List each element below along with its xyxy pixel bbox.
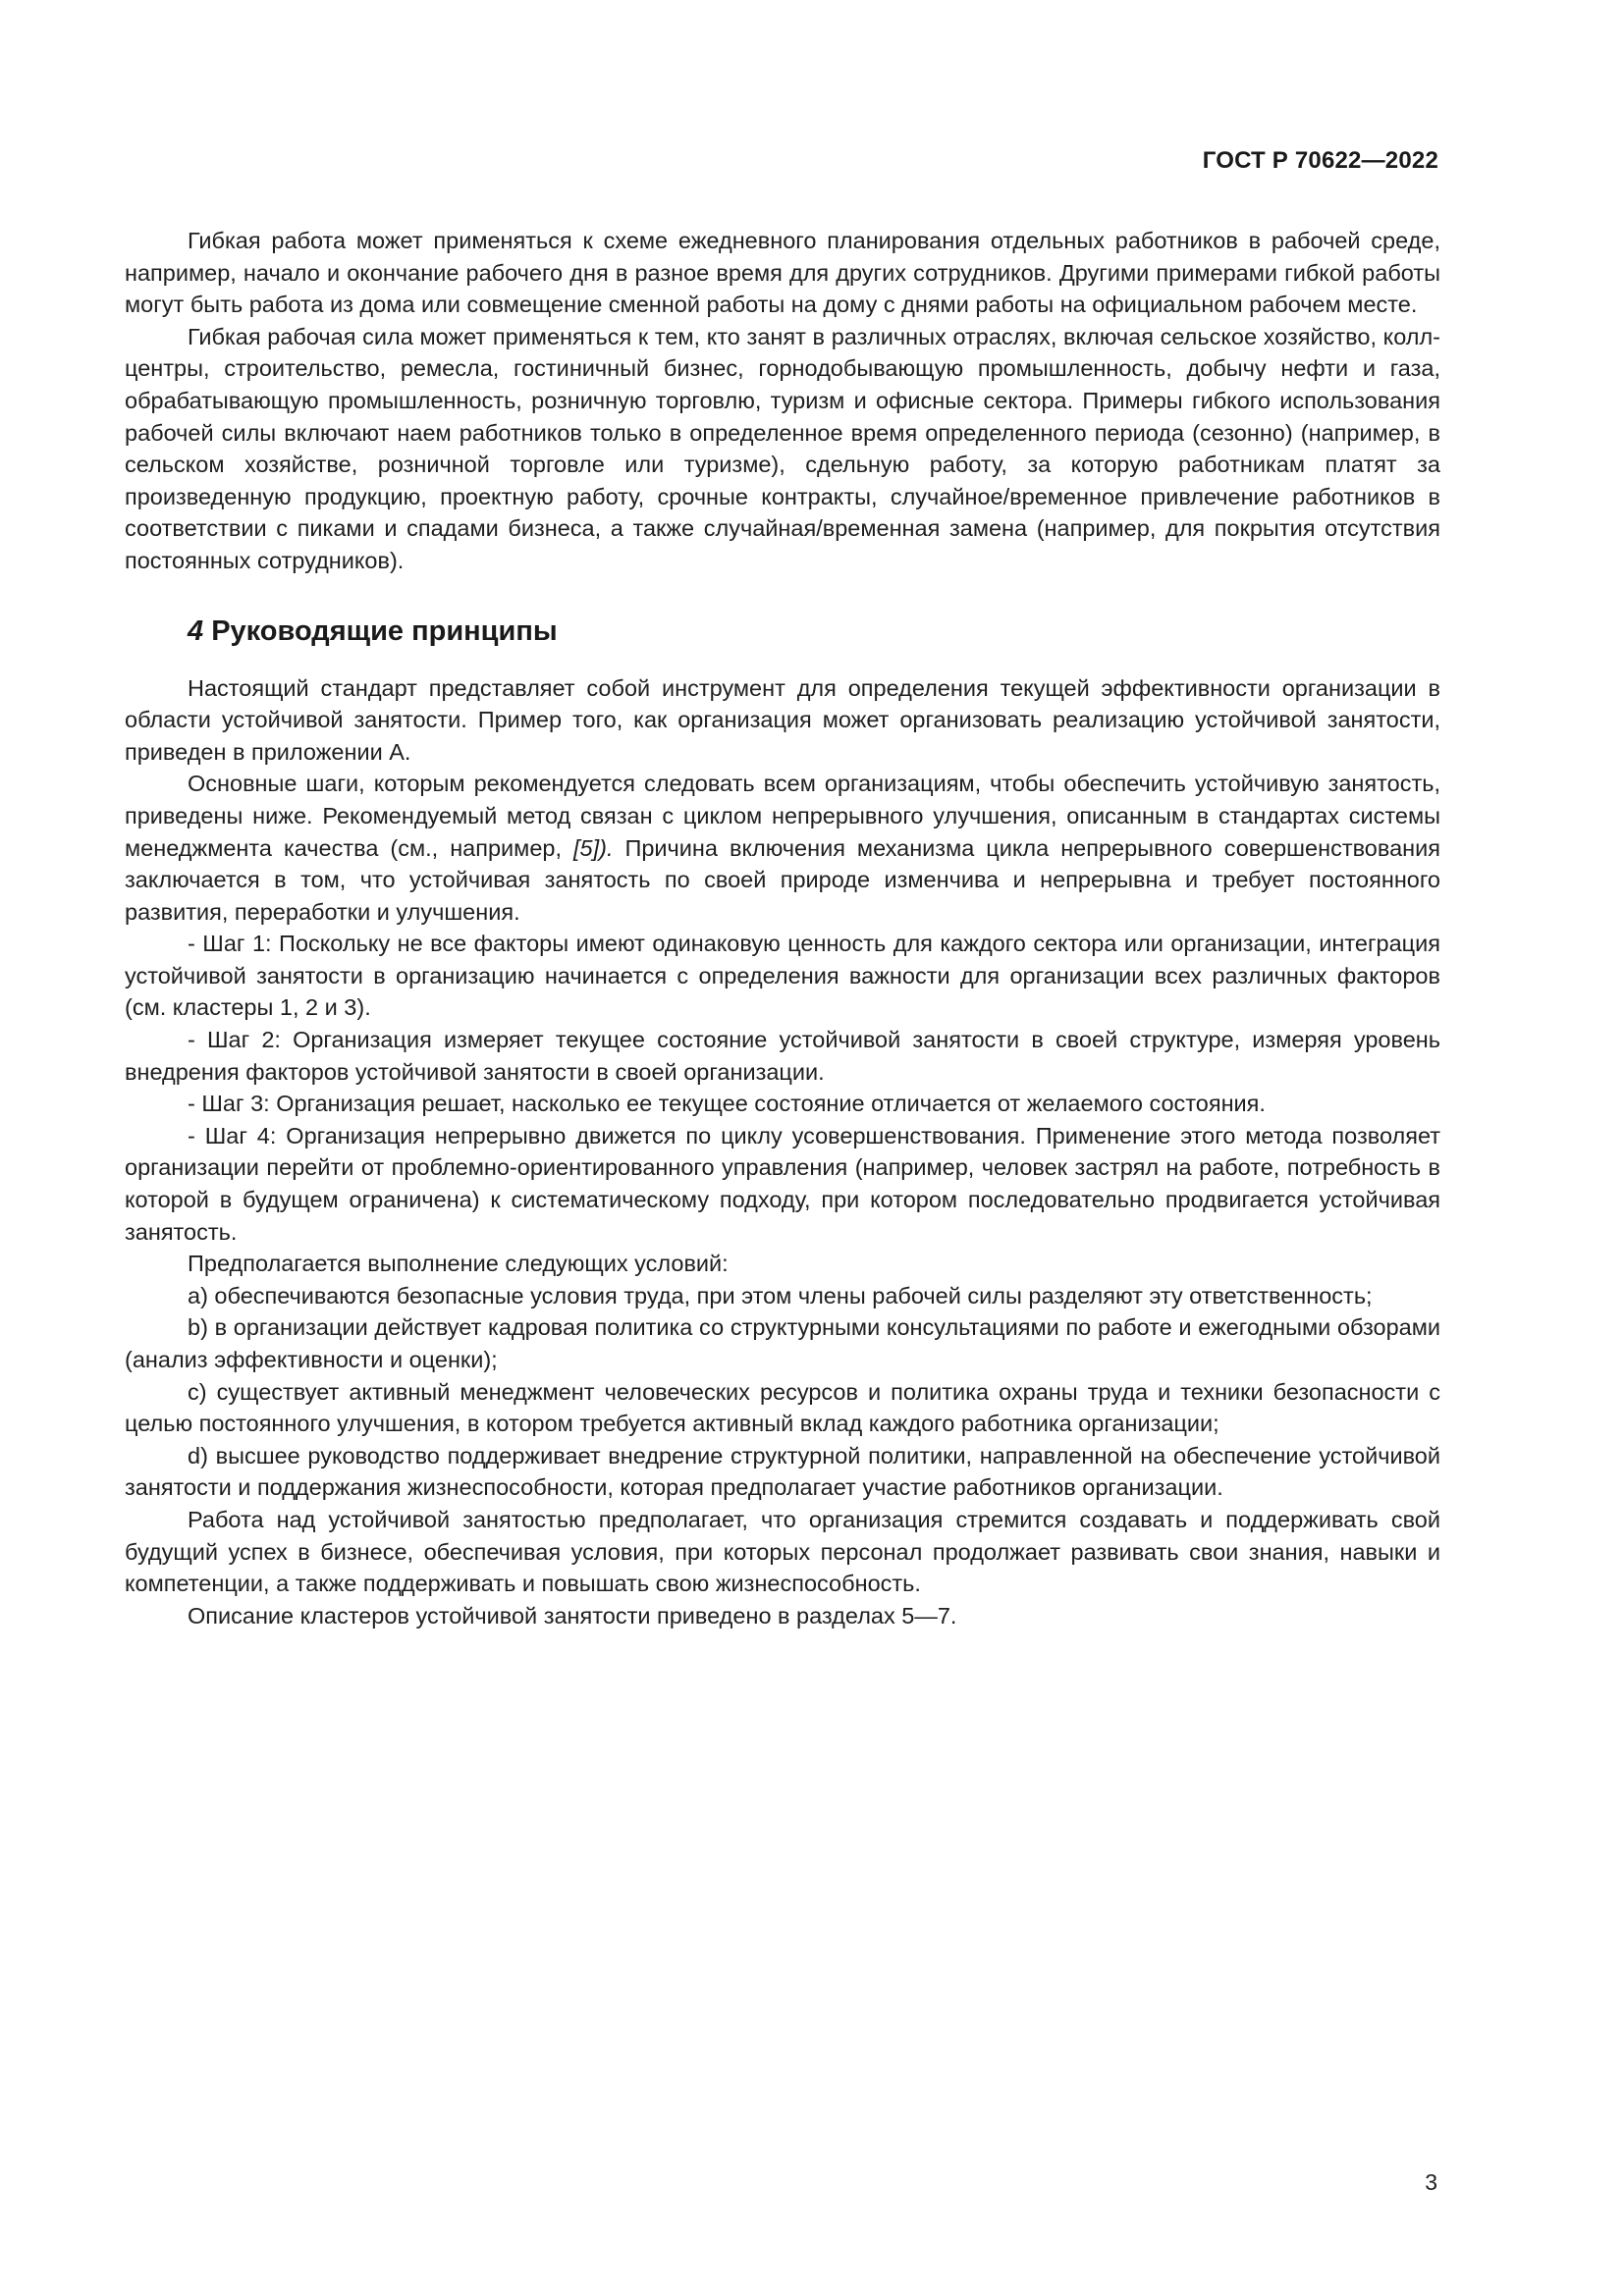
list-item-condition-c: c) существует активный менеджмент человеческих ресурсов и политика охраны труда и техники безопасности с целью постоянного улучшения, в котором требуется активный вклад каждого работника организации; bbox=[125, 1378, 1440, 1437]
paragraph-flexible-work: Гибкая работа может применяться к схеме ежедневного планирования отдельных работников в рабочей среде, например, начало и окончание рабочего дня в разное время для других сотрудников. Другими примерами гибкой работы могут быть работа из дома или совмещение сменной работы на дому с днями работы на официальном рабочем месте. bbox=[125, 228, 1440, 318]
list-item-step-3: - Шаг 3: Организация решает, насколько ее текущее состояние отличается от желаемого состояния. bbox=[188, 1091, 1266, 1117]
main-steps-text-end: Причина включения механизма цикла непрерывного совершенствования заключается в том, что устойчивая занятость по своей природе изменчива и непрерывна и требует постоянного развития, переработки и улучшения. bbox=[125, 834, 1440, 925]
paragraph-standard-purpose: Настоящий стандарт представляет собой инструмент для определения текущей эффективности организации в области устойчивой занятости. Пример того, как организация может организовать реализацию устойчивой занятости, приведен в приложении А. bbox=[125, 674, 1440, 765]
section-heading bbox=[125, 614, 1440, 648]
list-item-condition-b: b) в организации действует кадровая политика со структурными консультациями по работе и ежегодными обзорами (анализ эффективности и оценки); bbox=[125, 1314, 1440, 1372]
paragraph-main-steps bbox=[125, 768, 1440, 928]
document-body bbox=[125, 225, 1440, 1631]
list-item-condition-a: a) обеспечиваются безопасные условия труда, при этом члены рабочей силы разделяют эту ответственность; bbox=[188, 1282, 1373, 1308]
paragraph-clusters-reference: Описание кластеров устойчивой занятости приведено в разделах 5—7. bbox=[188, 1602, 957, 1629]
section-number: 4 bbox=[188, 614, 204, 647]
main-steps-text-start: Основные шаги, которым рекомендуется следовать всем организациям, чтобы обеспечить устойчивую занятость, приведены ниже. Рекомендуемый метод связан с циклом непрерывного улучшения, описанным в стандартах системы менеджмента качества (см., например, bbox=[125, 771, 1440, 861]
bibliography-reference: [5]). bbox=[572, 834, 614, 861]
paragraph-conditions-intro: Предполагается выполнение следующих условий: bbox=[188, 1251, 729, 1277]
section-title: Руководящие принципы bbox=[211, 614, 558, 647]
list-item-step-1: - Шаг 1: Поскольку не все факторы имеют одинаковую ценность для каждого сектора или организации, интеграция устойчивой занятости в организацию начинается с определения важности для организации всех различных факторов (см. кластеры 1, 2 и 3). bbox=[125, 931, 1440, 1021]
paragraph-flexible-workforce: Гибкая рабочая сила может применяться к тем, кто занят в различных отраслях, включая сельское хозяйство, колл-центры, строительство, ремесла, гостиничный бизнес, горнодобывающую промышленность, добычу нефти и газа, обрабатывающую промышленность, розничную торговлю, туризм и офисные сектора. Примеры гибкого использования рабочей силы включают наем работников только в определенное время определенного периода (сезонно) (например, в сельском хозяйстве, розничной торговле или туризме), сдельную работу, за которую работникам платят за произведенную продукцию, проектную работу, срочные контракты, случайное/временное привлечение работников в соответствии с пиками и спадами бизнеса, а также случайная/временная замена (например, для покрытия отсутствия постоянных сотрудников). bbox=[125, 323, 1440, 573]
list-item-step-4: - Шаг 4: Организация непрерывно движется по циклу усовершенствования. Применение этого метода позволяет организации перейти от проблемно-ориентированного управления (например, человек застрял на работе, потребность в которой в будущем ограничена) к систематическому подходу, при котором последовательно продвигается устойчивая занятость. bbox=[125, 1122, 1440, 1245]
page-number: 3 bbox=[1425, 2169, 1437, 2195]
paragraph-work-on-employment: Работа над устойчивой занятостью предполагает, что организация стремится создавать и поддерживать свой будущий успех в бизнесе, обеспечивая условия, при которых персонал продолжает развивать свои знания, навыки и компетенции, а также поддерживать и повышать свою жизнеспособность. bbox=[125, 1506, 1440, 1597]
list-item-condition-d: d) высшее руководство поддерживает внедрение структурной политики, направленной на обеспечение устойчивой занятости и поддержания жизнеспособности, которая предполагает участие работников организации. bbox=[125, 1442, 1440, 1501]
document-code-header: ГОСТ Р 70622—2022 bbox=[1202, 147, 1438, 174]
list-item-step-2: - Шаг 2: Организация измеряет текущее состояние устойчивой занятости в своей структуре, измеряя уровень внедрения факторов устойчивой занятости в своей организации. bbox=[125, 1027, 1440, 1085]
